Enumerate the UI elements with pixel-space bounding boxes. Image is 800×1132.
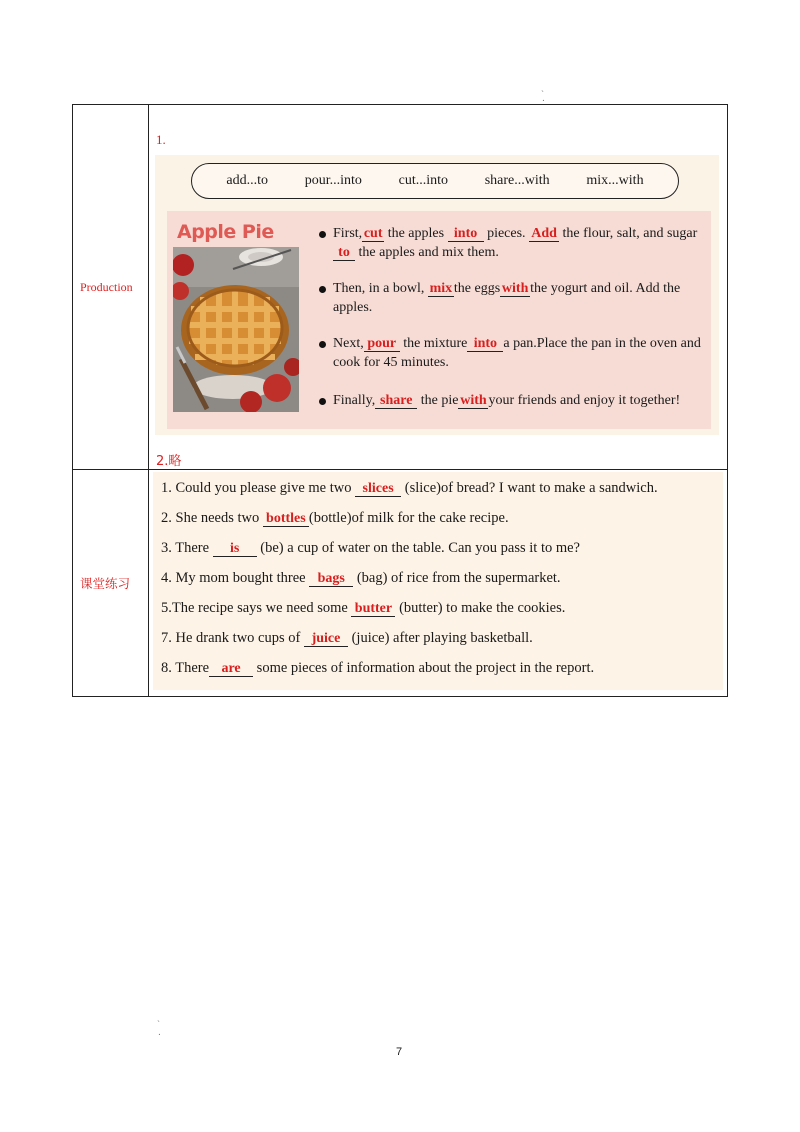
exercise-content-cell — [149, 470, 728, 697]
exercise-panel — [153, 472, 723, 690]
answer-into: into — [448, 227, 484, 242]
answer-bottles: bottles — [263, 511, 309, 527]
answer-into: into — [467, 337, 503, 352]
item-1-number: 1. — [156, 132, 166, 147]
exercise-line: 8. There are some pieces of information about the project in the report. — [161, 660, 595, 676]
production-label: Production — [80, 280, 133, 294]
production-label-cell — [73, 105, 149, 470]
page-number: 7 — [396, 1046, 403, 1058]
recipe-step: Next, pour the mixture into a pan.Place the pan in the oven and cook for 45 minutes. — [319, 335, 704, 372]
answer-bags: bags — [309, 571, 353, 587]
lesson-table — [72, 104, 728, 697]
exercise-line: 5.The recipe says we need some butter (butter) to make the cookies. — [161, 600, 566, 616]
answer-cut: cut — [363, 226, 383, 241]
answer-is: is — [213, 541, 257, 557]
answer-with: with — [501, 281, 529, 296]
exercise-line: 3. There is (be) a cup of water on the table. Can you pass it to me? — [161, 540, 580, 556]
header-mark: ˎ — [541, 83, 544, 93]
answer-mix: mix — [429, 281, 453, 296]
phrase: cut...into — [398, 173, 448, 188]
answer-share: share — [375, 394, 417, 409]
apple-pie-image — [173, 247, 299, 412]
recipe-title: Apple Pie — [177, 221, 274, 243]
answer-to: to — [333, 246, 355, 261]
recipe-step: First, cut the apples into pieces. Add the flour, salt, and sugarto the apples and mix them. — [319, 225, 704, 262]
exercise-line: 2. She needs two bottles (bottle)of milk for the cake recipe. — [161, 510, 509, 526]
production-content-cell — [149, 105, 728, 470]
answer-pour: pour — [364, 337, 400, 352]
answer-juice: juice — [304, 631, 348, 647]
exercise-line: 1. Could you please give me two slices (slice)of bread? I want to make a sandwich. — [161, 480, 658, 496]
phrase: share...with — [484, 173, 550, 188]
header-mark: . — [542, 94, 545, 104]
recipe-card — [167, 211, 711, 429]
answer-add: Add — [529, 227, 559, 242]
answer-with: with — [460, 393, 487, 408]
item-2: 2.略 — [156, 454, 182, 469]
exercise-label-cell — [73, 470, 149, 697]
phrase: add...to — [226, 173, 268, 188]
answer-butter: butter — [351, 601, 395, 617]
recipe-steps — [319, 225, 704, 411]
footer-mark: . — [158, 1028, 161, 1038]
phrase: pour...into — [304, 173, 362, 188]
exercise-line: 7. He drank two cups of juice (juice) after playing basketball. — [161, 630, 533, 646]
phrase-bank — [191, 163, 679, 199]
phrase: mix...with — [586, 173, 644, 188]
recipe-step: Then, in a bowl, mix the eggs with the yogurt and oil. Add the apples. — [319, 280, 704, 317]
answer-are: are — [209, 661, 253, 677]
exercise-line: 4. My mom bought three bags (bag) of rice from the supermarket. — [161, 570, 561, 586]
answer-slices: slices — [355, 481, 401, 497]
activity-panel — [155, 155, 719, 435]
exercise-row — [73, 470, 728, 697]
recipe-step: Finally, share the pie with your friends and enjoy it together! — [319, 392, 704, 411]
production-row — [73, 105, 728, 470]
exercise-label: 课堂练习 — [80, 576, 131, 591]
footer-mark: ˎ — [157, 1013, 160, 1023]
